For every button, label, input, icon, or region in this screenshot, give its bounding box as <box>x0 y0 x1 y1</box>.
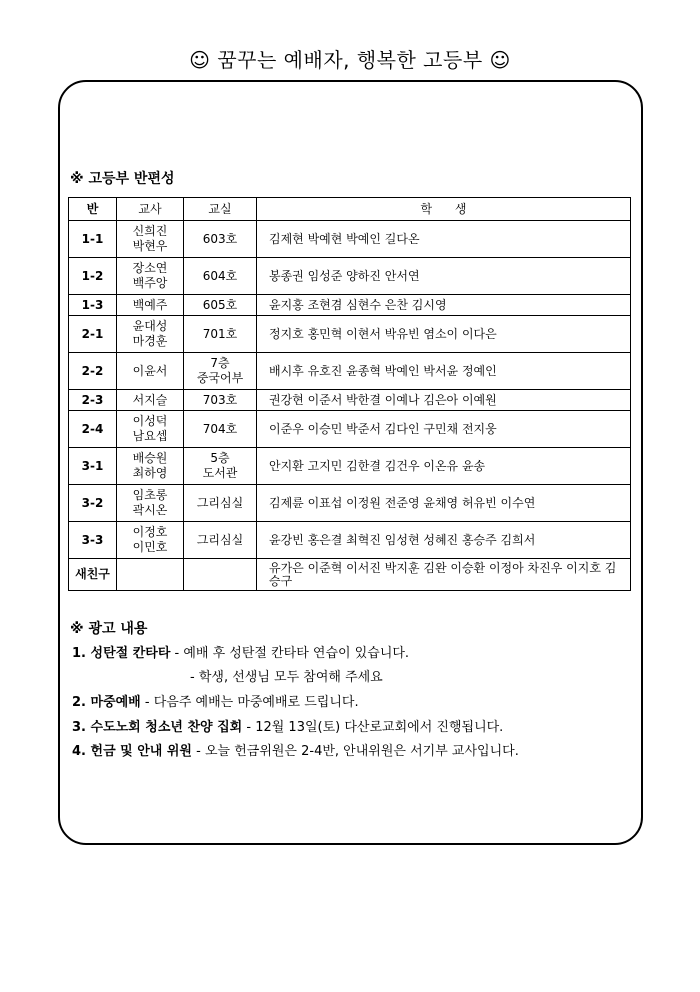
header-teacher: 교사 <box>117 198 184 221</box>
class-cell: 3-3 <box>69 522 117 559</box>
announcement-item <box>72 691 359 710</box>
table-row <box>69 258 631 295</box>
class-cell: 2-1 <box>69 316 117 353</box>
room-cell <box>184 522 257 559</box>
teacher-name: 이민호 <box>132 540 168 554</box>
teacher-cell <box>117 390 184 411</box>
students-cell: 안지환 고지민 김한결 김건우 이온유 윤송 <box>257 448 631 485</box>
room-cell <box>184 316 257 353</box>
table-row <box>69 411 631 448</box>
table-row <box>69 390 631 411</box>
teacher-name: 서지슬 <box>132 392 168 407</box>
teacher-name: 배승원 <box>132 451 168 465</box>
announcement-text: - 다음주 예배는 마중예배로 드립니다. <box>140 695 359 710</box>
students-cell: 봉종권 임성준 양하진 안서연 <box>257 258 631 295</box>
class-cell: 3-1 <box>69 448 117 485</box>
teacher-name: 윤대성 <box>132 319 168 333</box>
teacher-cell <box>117 353 184 390</box>
room-name: 7층 <box>210 356 230 370</box>
announcement-item <box>190 666 383 685</box>
announcement-text: - 학생, 선생님 모두 참여해 주세요 <box>190 670 383 685</box>
class-cell: 새친구 <box>69 559 117 591</box>
table-row <box>69 221 631 258</box>
teacher-name: 남요셉 <box>132 429 168 443</box>
teacher-name: 마경훈 <box>132 334 168 348</box>
room-name: 605호 <box>202 297 238 312</box>
page-title: ☺ 꿈꾸는 예배자, 행복한 고등부 ☺ <box>189 48 511 72</box>
header-students: 학 생 <box>257 198 631 221</box>
room-name: 704호 <box>202 421 238 436</box>
room-name: 중국어부 <box>196 371 244 385</box>
room-name: 603호 <box>202 231 238 246</box>
room-name: 5층 <box>210 451 230 465</box>
class-roster-table <box>68 197 631 591</box>
header-room: 교실 <box>184 198 257 221</box>
room-cell <box>184 411 257 448</box>
teacher-name: 장소연 <box>132 261 168 275</box>
class-cell: 1-1 <box>69 221 117 258</box>
students-cell: 윤지홍 조현겸 심현수 은찬 김시영 <box>257 295 631 316</box>
teacher-cell <box>117 448 184 485</box>
teacher-name: 이성덕 <box>132 414 168 428</box>
announcement-label: 2. 마중예배 <box>72 695 141 710</box>
teacher-cell <box>117 485 184 522</box>
class-cell: 2-3 <box>69 390 117 411</box>
room-name: 그리심실 <box>196 495 244 510</box>
teacher-cell <box>117 316 184 353</box>
class-cell: 2-4 <box>69 411 117 448</box>
class-cell: 3-2 <box>69 485 117 522</box>
teacher-name: 백예주 <box>132 297 168 312</box>
room-name: 604호 <box>202 268 238 283</box>
room-name: 701호 <box>202 326 238 341</box>
section-heading-announcements: ※ 광고 내용 <box>70 621 148 637</box>
students-cell: 유가은 이준혁 이서진 박지훈 김완 이승환 이정아 차진우 이지호 김승구 <box>257 559 631 591</box>
table-row <box>69 295 631 316</box>
students-cell: 권강현 이준서 박한결 이예나 김은아 이예원 <box>257 390 631 411</box>
class-cell: 1-3 <box>69 295 117 316</box>
announcement-text: - 12월 13일(토) 다산로교회에서 진행됩니다. <box>242 720 504 735</box>
teacher-name: 박현우 <box>132 239 168 253</box>
room-cell <box>184 221 257 258</box>
teacher-name: 임초롱 <box>132 488 168 502</box>
announcement-label: 4. 헌금 및 안내 위원 <box>72 744 192 759</box>
teacher-cell <box>117 411 184 448</box>
table-row <box>69 353 631 390</box>
students-cell: 김제륜 이표섭 이정원 전준영 윤채영 허유빈 이수연 <box>257 485 631 522</box>
room-name: 그리심실 <box>196 532 244 547</box>
teacher-name: 최하영 <box>132 466 168 480</box>
room-cell <box>184 485 257 522</box>
room-cell <box>184 390 257 411</box>
room-name: 703호 <box>202 392 238 407</box>
table-row <box>69 522 631 559</box>
table-row <box>69 559 631 591</box>
teacher-cell <box>117 221 184 258</box>
table-row <box>69 316 631 353</box>
students-cell: 정지호 홍민혁 이현서 박유빈 염소이 이다은 <box>257 316 631 353</box>
announcement-item <box>72 716 503 735</box>
table-row <box>69 485 631 522</box>
students-cell: 배시후 유호진 윤종혁 박예인 박서윤 정예인 <box>257 353 631 390</box>
section-heading-roster: ※ 고등부 반편성 <box>70 171 175 187</box>
class-cell: 2-2 <box>69 353 117 390</box>
teacher-cell <box>117 295 184 316</box>
announcement-text: - 오늘 헌금위원은 2-4반, 안내위원은 서기부 교사입니다. <box>192 744 519 759</box>
teacher-cell <box>117 559 184 591</box>
teacher-name: 곽시온 <box>132 503 168 517</box>
room-cell <box>184 353 257 390</box>
announcement-item <box>72 642 409 661</box>
room-cell <box>184 258 257 295</box>
room-cell <box>184 448 257 485</box>
announcement-text: - 예배 후 성탄절 칸타타 연습이 있습니다. <box>170 646 410 661</box>
announcement-item <box>72 740 519 759</box>
teacher-name: 백주앙 <box>132 276 168 290</box>
table-row <box>69 448 631 485</box>
announcement-label: 1. 성탄절 칸타타 <box>72 646 171 661</box>
header-class: 반 <box>69 198 117 221</box>
teacher-cell <box>117 522 184 559</box>
room-name: 도서관 <box>202 466 238 480</box>
announcement-label: 3. 수도노회 청소년 찬양 집회 <box>72 720 243 735</box>
students-cell: 윤강빈 홍은결 최혁진 임성현 성혜진 홍승주 김희서 <box>257 522 631 559</box>
teacher-name: 이정호 <box>132 525 168 539</box>
room-cell <box>184 559 257 591</box>
class-cell: 1-2 <box>69 258 117 295</box>
teacher-cell <box>117 258 184 295</box>
room-cell <box>184 295 257 316</box>
students-cell: 이준우 이승민 박준서 김다인 구민채 전지웅 <box>257 411 631 448</box>
teacher-name: 이윤서 <box>132 363 168 378</box>
students-cell: 김제현 박예현 박예인 길다온 <box>257 221 631 258</box>
table-header-row <box>69 198 631 221</box>
teacher-name: 신희진 <box>132 224 168 238</box>
